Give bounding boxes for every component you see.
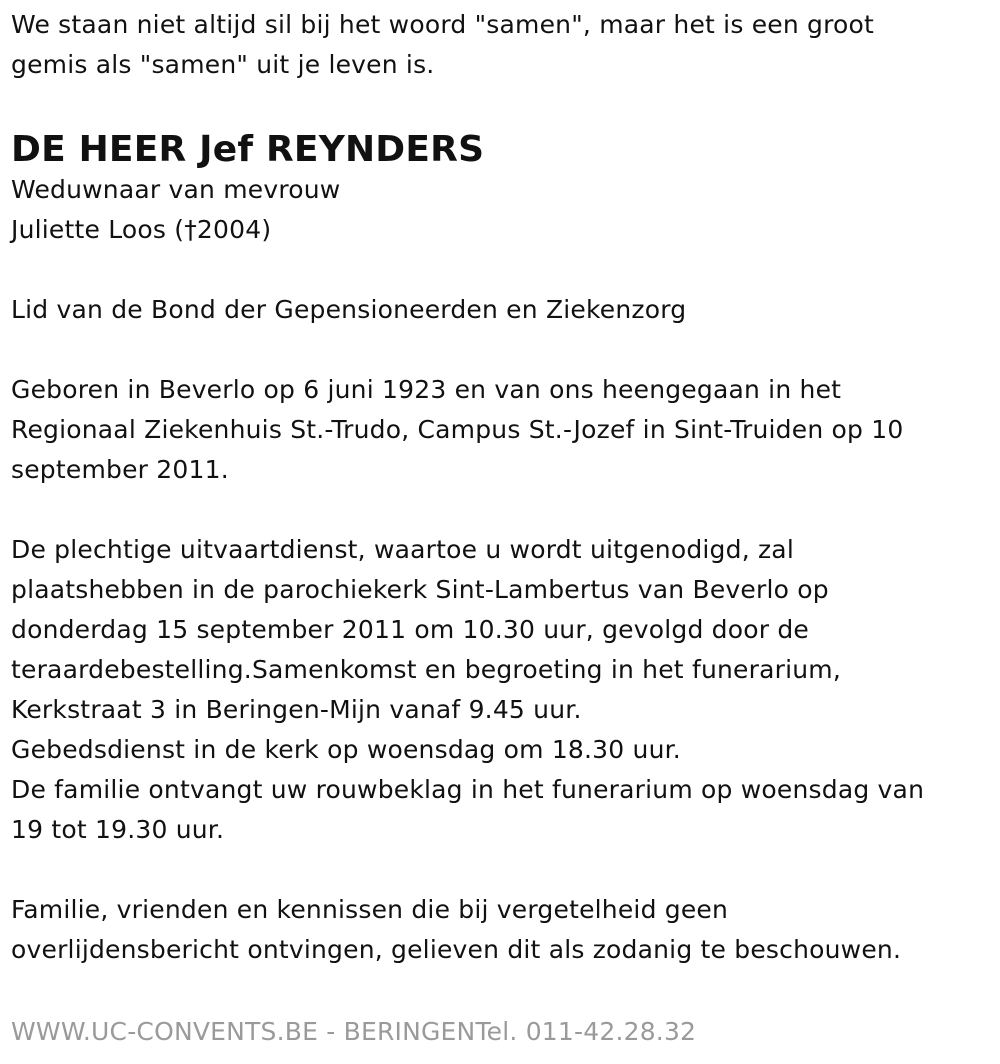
quote-line: gemis als "samen" uit je leven is. [11, 50, 435, 79]
footer-contact: WWW.UC-CONVENTS.BE - BERINGENTel. 011-42.28.32 [11, 1017, 697, 1046]
membership-text [11, 290, 986, 330]
widower-line: Juliette Loos (†2004) [11, 215, 272, 244]
notice-line: Familie, vrienden en kennissen die bij vergetelheid geen [11, 895, 729, 924]
widower-line: Weduwnaar van mevrouw [11, 175, 341, 204]
birth-death-paragraph [11, 370, 986, 490]
membership-line: Lid van de Bond der Gepensioneerden en Ziekenzorg [11, 295, 687, 324]
funeral-line: 19 tot 19.30 uur. [11, 815, 225, 844]
funeral-line: Kerkstraat 3 in Beringen-Mijn vanaf 9.45 uur. [11, 695, 582, 724]
funeral-line: donderdag 15 september 2011 om 10.30 uur, gevolgd door de [11, 615, 809, 644]
notice-paragraph [11, 890, 986, 970]
deceased-name: DE HEER Jef REYNDERS [11, 129, 485, 170]
funeral-line: teraardebestelling.Samenkomst en begroeting in het funerarium, [11, 655, 841, 684]
funeral-line: plaatshebben in de parochiekerk Sint-Lambertus van Beverlo op [11, 575, 829, 604]
funeral-line: De familie ontvangt uw rouwbeklag in het funerarium op woensdag van [11, 775, 925, 804]
notice-line: overlijdensbericht ontvingen, gelieven dit als zodanig te beschouwen. [11, 935, 902, 964]
birth-death-line: Geboren in Beverlo op 6 juni 1923 en van ons heengegaan in het [11, 375, 842, 404]
birth-death-line: Regionaal Ziekenhuis St.-Trudo, Campus St.-Jozef in Sint-Truiden op 10 [11, 415, 904, 444]
opening-quote [11, 5, 986, 85]
birth-death-line: september 2011. [11, 455, 229, 484]
obituary-document [11, 0, 986, 970]
funeral-paragraph [11, 530, 986, 850]
widower-info [11, 170, 986, 250]
funeral-line: De plechtige uitvaartdienst, waartoe u wordt uitgenodigd, zal [11, 535, 794, 564]
quote-line: We staan niet altijd sil bij het woord "samen", maar het is een groot [11, 10, 875, 39]
funeral-line: Gebedsdienst in de kerk op woensdag om 18.30 uur. [11, 735, 681, 764]
